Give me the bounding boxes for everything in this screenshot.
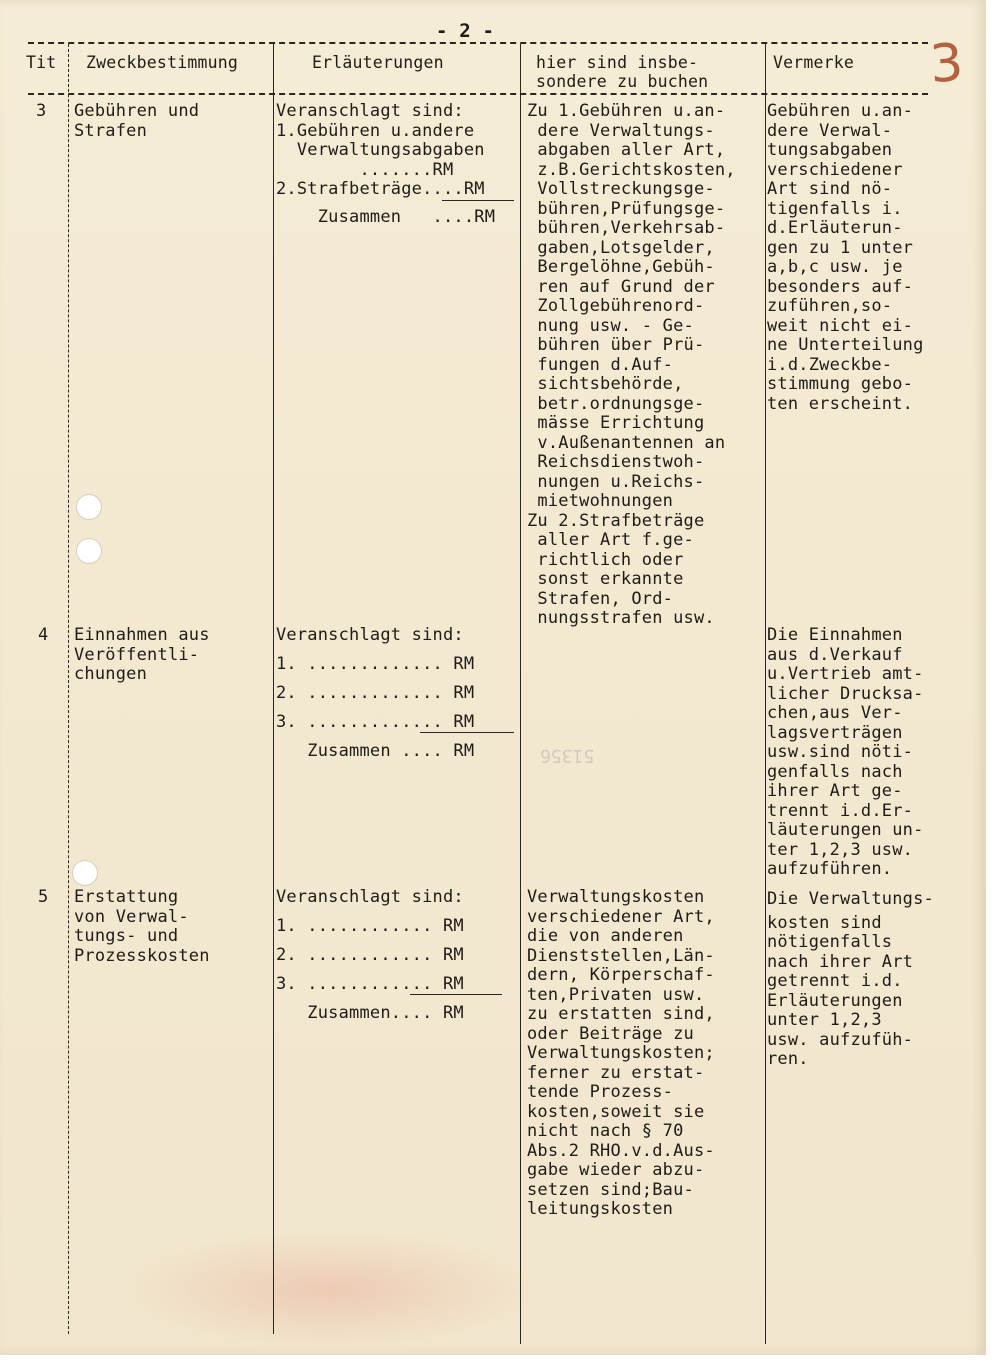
- row-3-buchen-11: Zollgebührenord-: [527, 296, 705, 316]
- header-buchen-line2: sondere zu buchen: [536, 72, 709, 91]
- row-4-vermerke-4: licher Drucksa-: [767, 683, 924, 704]
- header-vermerke: Vermerke: [773, 53, 855, 72]
- row-4-erl-2: 1. ............. RM: [276, 654, 475, 674]
- row-4-erl-3: 2. ............. RM: [276, 683, 475, 703]
- row-3-vermerke-10: besonders auf-: [767, 276, 914, 297]
- row-3-zweck-1: Gebühren und: [74, 101, 200, 121]
- row-5-buchen-6: ten,Privaten usw.: [527, 984, 705, 1005]
- row-3-vermerke-5: Art sind nö-: [767, 179, 893, 199]
- row-3-tit: 3: [36, 101, 47, 121]
- row-5-buchen-17: leitungskosten: [527, 1199, 674, 1219]
- row-3-vermerke-12: weit nicht ei-: [767, 315, 914, 336]
- row-3-vermerke-14: i.d.Zweckbe-: [767, 354, 893, 375]
- row-3-vermerke-7: d.Erläuterun-: [767, 218, 903, 238]
- sum-rule: [420, 732, 514, 733]
- row-4-vermerke-8: genfalls nach: [767, 761, 903, 782]
- row-3-zweck-2: Strafen: [74, 120, 148, 141]
- table-top-rule: [28, 42, 928, 44]
- row-5-vermerke-2: kosten sind: [767, 912, 882, 933]
- row-5-buchen-9: Verwaltungskosten;: [527, 1043, 715, 1063]
- row-4-vermerke-13: aufzuführen.: [767, 859, 893, 879]
- row-3-buchen-25: sonst erkannte: [527, 569, 684, 589]
- row-3-buchen-10: ren auf Grund der: [527, 276, 715, 297]
- row-5-buchen-4: Dienststellen,Län-: [527, 945, 715, 966]
- column-divider-erl: [520, 44, 521, 1344]
- row-3-vermerke-1: Gebühren u.an-: [767, 101, 914, 121]
- row-4-vermerke-2: aus d.Verkauf: [767, 644, 903, 665]
- row-4-zweck-3: chungen: [74, 664, 148, 684]
- row-3-vermerke-9: a,b,c usw. je: [767, 257, 903, 277]
- row-3-buchen-9: Bergelöhne,Gebüh-: [527, 257, 715, 277]
- header-buchen-line1: hier sind insbe-: [536, 53, 699, 72]
- row-3-erl-3: Verwaltungsabgaben: [276, 140, 485, 160]
- row-4-zweck-2: Veröffentli-: [74, 644, 200, 665]
- row-3-vermerke-13: ne Unterteilung: [767, 335, 924, 355]
- column-divider-buchen: [765, 44, 766, 1344]
- row-4-vermerke-5: chen,aus Ver-: [767, 703, 903, 723]
- row-5-buchen-14: Abs.2 RHO.v.d.Aus-: [527, 1140, 715, 1161]
- row-3-buchen-27: nungsstrafen usw.: [527, 608, 715, 628]
- page-number: - 2 -: [436, 20, 495, 42]
- row-3-buchen-21: mietwohnungen: [527, 491, 674, 511]
- row-5-erl-2: 1. ............ RM: [276, 916, 464, 936]
- row-3-erl-1: Veranschlagt sind:: [276, 101, 464, 121]
- row-5-buchen-1: Verwaltungskosten: [527, 887, 705, 907]
- row-3-vermerke-4: verschiedener: [767, 159, 903, 180]
- paper-stain: [120, 1230, 540, 1350]
- row-3-erl-5: 2.Strafbeträge....RM: [276, 179, 485, 199]
- row-3-erl-2: 1.Gebühren u.andere: [276, 120, 475, 141]
- row-4-erl-1: Veranschlagt sind:: [276, 625, 464, 645]
- row-4-vermerke-6: lagsverträgen: [767, 722, 903, 743]
- row-4-vermerke-11: läuterungen un-: [767, 820, 924, 840]
- row-5-erl-5: Zusammen.... RM: [276, 1003, 464, 1023]
- row-3-buchen-4: z.B.Gerichtskosten,: [527, 159, 736, 180]
- column-divider-tit: [68, 44, 69, 1334]
- row-4-vermerke-7: usw.sind nöti-: [767, 742, 914, 762]
- table-header-rule: [28, 93, 928, 95]
- row-5-buchen-8: oder Beiträge zu: [527, 1023, 694, 1044]
- row-3-buchen-5: Vollstreckungsge-: [527, 179, 715, 199]
- row-3-vermerke-3: tungsabgaben: [767, 140, 893, 160]
- row-4-vermerke-1: Die Einnahmen: [767, 625, 903, 645]
- column-divider-zweck: [273, 44, 274, 1334]
- row-5-erl-1: Veranschlagt sind:: [276, 887, 464, 907]
- row-5-vermerke-8: usw. aufzufüh-: [767, 1029, 914, 1050]
- row-5-vermerke-4: nach ihrer Art: [767, 951, 914, 972]
- row-5-vermerke-5: getrennt i.d.: [767, 971, 903, 991]
- row-3-buchen-7: bühren,Verkehrsab-: [527, 218, 726, 238]
- row-5-buchen-12: kosten,soweit sie: [527, 1101, 705, 1122]
- row-5-buchen-10: ferner zu erstat-: [527, 1062, 705, 1083]
- row-5-buchen-3: die von anderen: [527, 926, 684, 946]
- row-4-tit: 4: [38, 625, 49, 645]
- row-5-zweck-2: von Verwal-: [74, 906, 189, 927]
- row-3-vermerke-16: ten erscheint.: [767, 393, 914, 414]
- row-5-erl-4: 3. ............ RM: [276, 974, 464, 994]
- sum-rule: [410, 994, 502, 995]
- row-5-buchen-5: dern, Körperschaf-: [527, 965, 715, 985]
- row-3-vermerke-2: dere Verwal-: [767, 120, 893, 141]
- row-3-buchen-1: Zu 1.Gebühren u.an-: [527, 101, 726, 121]
- row-5-vermerke-9: ren.: [767, 1049, 809, 1069]
- row-5-buchen-7: zu erstatten sind,: [527, 1004, 715, 1024]
- row-5-vermerke-6: Erläuterungen: [767, 990, 903, 1011]
- row-3-erl-6: Zusammen ....RM: [276, 207, 496, 227]
- row-3-buchen-14: fungen d.Auf-: [527, 354, 674, 375]
- row-3-buchen-6: bühren,Prüfungsge-: [527, 198, 726, 219]
- header-tit: Tit: [26, 53, 57, 72]
- row-3-buchen-26: Strafen, Ord-: [527, 588, 674, 609]
- row-3-buchen-24: richtlich oder: [527, 549, 684, 570]
- row-4-vermerke-3: u.Vertrieb amt-: [767, 664, 924, 684]
- punch-hole: [72, 860, 98, 886]
- row-3-buchen-3: abgaben aller Art,: [527, 140, 726, 160]
- row-4-vermerke-12: ter 1,2,3 usw.: [767, 839, 914, 860]
- row-5-buchen-16: setzen sind;Bau-: [527, 1179, 694, 1200]
- row-3-erl-4: .......RM: [276, 159, 454, 180]
- header-erlaeuterungen: Erläuterungen: [312, 53, 444, 72]
- row-4-zweck-1: Einnahmen aus: [74, 625, 210, 645]
- row-5-zweck-1: Erstattung: [74, 887, 179, 907]
- row-4-erl-4: 3. ............. RM: [276, 712, 475, 732]
- row-4-erl-5: Zusammen .... RM: [276, 741, 475, 761]
- row-3-buchen-15: sichtsbehörde,: [527, 374, 684, 394]
- row-5-buchen-13: nicht nach § 70: [527, 1121, 684, 1141]
- punch-hole: [76, 494, 102, 520]
- row-3-vermerke-11: zuführen,so-: [767, 296, 893, 316]
- row-3-buchen-17: mässe Errichtung: [527, 413, 705, 433]
- sum-rule: [442, 200, 514, 201]
- row-5-zweck-3: tungs- und: [74, 926, 179, 946]
- row-5-vermerke-1: Die Verwaltungs-: [767, 889, 934, 909]
- row-3-buchen-12: nung usw. - Ge-: [527, 315, 694, 336]
- row-3-buchen-16: betr.ordnungsge-: [527, 393, 705, 414]
- row-3-buchen-19: Reichsdienstwoh-: [527, 452, 705, 472]
- row-3-buchen-8: gaben,Lotsgelder,: [527, 237, 715, 258]
- row-5-buchen-11: tende Prozess-: [527, 1082, 674, 1102]
- row-3-buchen-20: nungen u.Reichs-: [527, 471, 705, 492]
- row-5-buchen-2: verschiedener Art,: [527, 906, 715, 927]
- row-3-vermerke-8: gen zu 1 unter: [767, 237, 914, 258]
- row-5-buchen-15: gabe wieder abzu-: [527, 1160, 705, 1180]
- faint-stamp: 51356: [540, 745, 595, 766]
- row-3-buchen-22: Zu 2.Strafbeträge: [527, 510, 705, 531]
- row-3-buchen-23: aller Art f.ge-: [527, 530, 694, 550]
- row-3-vermerke-15: stimmung gebo-: [767, 374, 914, 394]
- row-5-zweck-4: Prozesskosten: [74, 945, 210, 966]
- row-5-tit: 5: [38, 887, 49, 907]
- row-5-erl-3: 2. ............ RM: [276, 945, 464, 965]
- row-3-buchen-2: dere Verwaltungs-: [527, 120, 715, 141]
- row-4-vermerke-10: trennt i.d.Er-: [767, 800, 914, 821]
- row-4-vermerke-9: ihrer Art ge-: [767, 781, 903, 801]
- row-3-buchen-18: v.Außenantennen an: [527, 432, 726, 453]
- row-5-vermerke-7: unter 1,2,3: [767, 1010, 882, 1030]
- pencil-page-mark: 3: [927, 32, 966, 96]
- row-5-vermerke-3: nötigenfalls: [767, 932, 893, 952]
- punch-hole: [76, 538, 102, 564]
- row-3-buchen-13: bühren über Prü-: [527, 335, 705, 355]
- row-3-vermerke-6: tigenfalls i.: [767, 198, 903, 219]
- header-zweckbestimmung: Zweckbestimmung: [86, 53, 239, 72]
